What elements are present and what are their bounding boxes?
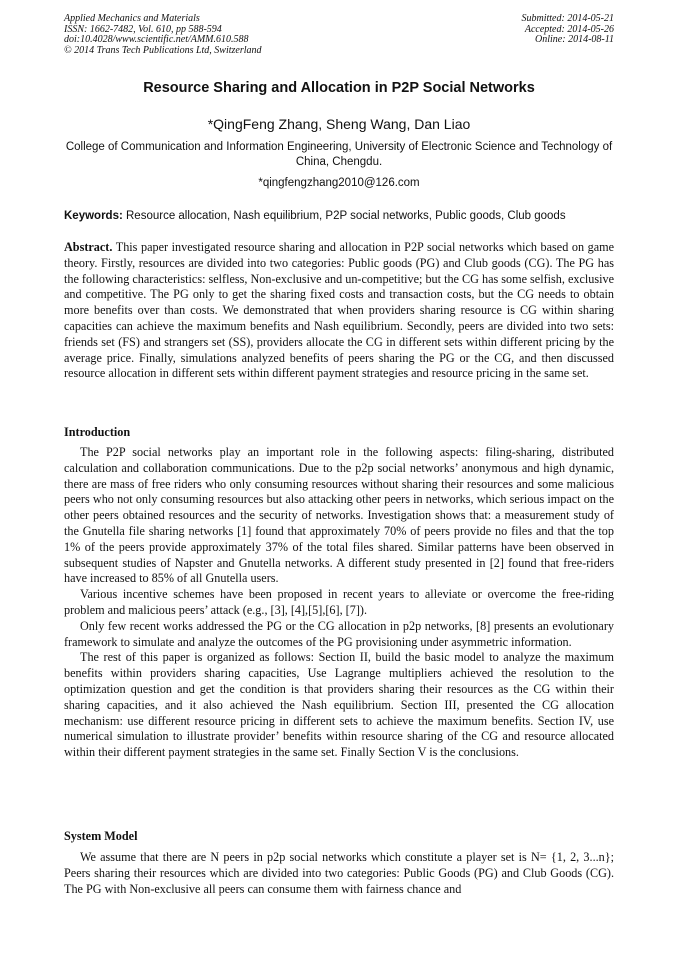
journal-info (64, 14, 262, 56)
submitted-date: Submitted: 2014-05-21 (521, 13, 614, 24)
system-model-heading: System Model (64, 829, 138, 843)
intro-paragraph: Various incentive schemes have been proposed in recent years to alleviate or overcome the free-riding problem and malicious peers’ attack (e.g., [3], [4],[5],[6], [7]). (64, 587, 614, 617)
introduction-section (64, 445, 614, 761)
intro-paragraph: Only few recent works addressed the PG or the CG allocation in p2p networks, [8] presents an evolutionary framework to simulate and analyze the outcomes of the PG provisioning under asymmetric information. (64, 618, 614, 649)
keywords-line (64, 210, 624, 222)
affiliation: College of Communication and Information Engineering, University of Electronic Science and Technology of China, Chengdu. (65, 141, 613, 168)
system-model-paragraph: We assume that there are N peers in p2p social networks which constitute a player set is N= {1, 2, 3...n}; Peers sharing their resources which are divided into two categories: Public Goods (PG) and Club Goods (CG). The PG with Non-exclusive all peers can consume them with fairness chance and (64, 850, 614, 896)
introduction-heading: Introduction (64, 425, 131, 439)
copyright-line: © 2014 Trans Tech Publications Ltd, Switzerland (64, 44, 262, 56)
abstract-section (64, 240, 614, 382)
intro-paragraph: The P2P social networks play an important role in the following aspects: filing-sharing, distributed calculation and collaboration communications. Due to the p2p social networks’ anonymous and high dynamic, there are mass of free riders who only consuming resources without sharing their resources and some malicious peers who not only consuming resources but also attacking other peers in networks, which serious impact on the other peers obtained resources and the security of networks. Investigation shows that: a measurement study of the Gnutella file sharing networks [1] found that approximately 70% of peers provide no files and that the top 1% of the peers provide approximately 37% of the total files shared. Similar patterns have been observed in subsequent studies of Napster and Gnutella networks. A different study presented in [2] found that free-riders have increased to 85% of all Gnutella users. (64, 445, 614, 586)
author-list: *QingFeng Zhang, Sheng Wang, Dan Liao (207, 116, 471, 132)
accepted-date: Accepted: 2014-05-26 (524, 23, 614, 35)
journal-name: Applied Mechanics and Materials (64, 13, 200, 24)
keywords-label: Keywords: (64, 210, 123, 222)
intro-paragraph: The rest of this paper is organized as follows: Section II, build the basic model to analyze the maximum benefits within providers sharing capacities, Use Lagrange multipliers achieved the resolution to the optimization question and get the condition is that providers sharing their resources as the CG within their sharing capacities, and it also achieved the Nash equilibrium. Section III, presented the CG allocation mechanism: use different resource pricing in different sets to achieve the maximum benefits. Section IV, use numerical simulation to illustrate provider’ benefits within resource sharing of the CG and resource allocated within their different payment strategies in the same set. Finally Section V is the conclusions. (64, 650, 614, 760)
keywords-text: Resource allocation, Nash equilibrium, P2P social networks, Public goods, Club goods (122, 210, 566, 222)
doi-line: doi:10.4028/www.scientific.net/AMM.610.588 (64, 34, 249, 46)
online-date: Online: 2014-08-11 (535, 34, 614, 46)
abstract-label: Abstract. (64, 240, 113, 254)
issn-line: ISSN: 1662-7482, Vol. 610, pp 588-594 (64, 23, 222, 35)
paper-title: Resource Sharing and Allocation in P2P Social Networks (143, 80, 535, 96)
system-model-section (64, 850, 614, 897)
abstract-text: This paper investigated resource sharing and allocation in P2P social networks which based on game theory. Firstly, resources are divided into two categories: Public goods (PG) and Club goods (CG). The PG has the following characteristics: selfless, Non-exclusive and un-competitive; but the CG has some selfish, exclusive and competitive. The PG only to get the sharing fixed costs and transaction costs, but the CG needs to obtain more benefits over than costs. We demonstrated that when providers sharing resource is CG within sharing capacities can achieve the maximum benefits and Nash equilibrium. Secondly, peers are divided into two sets: friends set (FS) and strangers set (SS), providers allocate the CG in different sets within different pricing by the average price. Finally, simulations analyzed benefits of peers sharing the PG or the CG, and then discussed resource allocation in different sets within different payment strategies and resource pricing in the same set. (64, 240, 614, 381)
submission-dates (522, 14, 615, 46)
corresponding-email: *qingfengzhang2010@126.com (258, 177, 420, 189)
